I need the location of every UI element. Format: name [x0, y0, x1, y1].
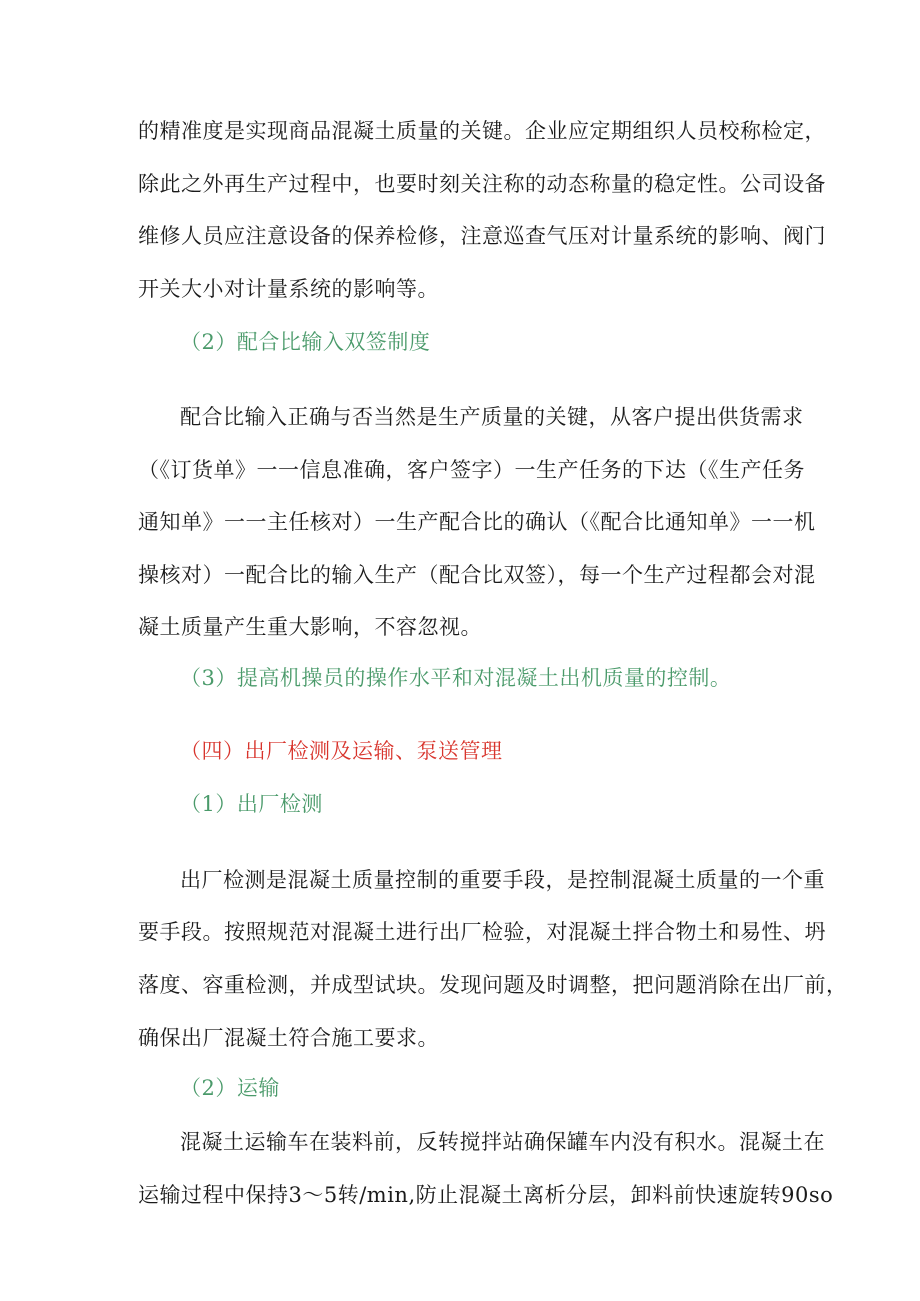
paragraph-3-line-3: 落度、容重检测，并成型试块。发现问题及时调整，把问题消除在出厂前，: [138, 973, 848, 997]
section-4-heading: （四）出厂检测及运输、泵送管理: [180, 739, 503, 763]
heading-4-1-inspection: （1）出厂检测: [180, 792, 323, 816]
paragraph-2-line-2: （《订货单》一一信息准确，客户签字）一生产任务的下达（《生产任务: [138, 458, 805, 482]
paragraph-3-line-1: 出厂检测是混凝土质量控制的重要手段，是控制混凝土质量的一个重: [180, 868, 825, 892]
paragraph-4-line-2: 运输过程中保持3～5转/min,防止混凝土离析分层，卸料前快速旋转90so: [138, 1183, 834, 1207]
heading-3-operator-control: （3）提高机操员的操作水平和对混凝土出机质量的控制。: [180, 666, 732, 690]
paragraph-2-line-3: 通知单》一一主任核对）一生产配合比的确认（《配合比通知单》一一机: [138, 510, 816, 534]
paragraph-3-line-4: 确保出厂混凝土符合施工要求。: [138, 1026, 439, 1050]
paragraph-2-line-4: 操核对）一配合比的输入生产（配合比双签），每一个生产过程都会对混: [138, 563, 816, 587]
paragraph-1-line-3: 维修人员应注意设备的保养检修，注意巡查气压对计量系统的影响、阀门: [138, 224, 826, 248]
paragraph-2-line-5: 凝土质量产生重大影响，不容忽视。: [138, 615, 482, 639]
paragraph-1-line-2: 除此之外再生产过程中，也要时刻关注称的动态称量的稳定性。公司设备: [138, 172, 826, 196]
paragraph-1-line-4: 开关大小对计量系统的影响等。: [138, 277, 439, 301]
paragraph-3-line-2: 要手段。按照规范对混凝土进行出厂检验，对混凝土拌合物土和易性、坍: [138, 920, 826, 944]
heading-2-dual-sign: （2）配合比输入双签制度: [180, 330, 431, 354]
paragraph-2-line-1: 配合比输入正确与否当然是生产质量的关键，从客户提出供货需求: [180, 405, 804, 429]
heading-4-2-transport: （2）运输: [180, 1076, 280, 1100]
paragraph-1-line-1: 的精准度是实现商品混凝土质量的关键。企业应定期组织人员校称检定，: [138, 119, 826, 143]
paragraph-4-line-1: 混凝土运输车在装料前，反转搅拌站确保罐车内没有积水。混凝土在: [180, 1130, 825, 1154]
